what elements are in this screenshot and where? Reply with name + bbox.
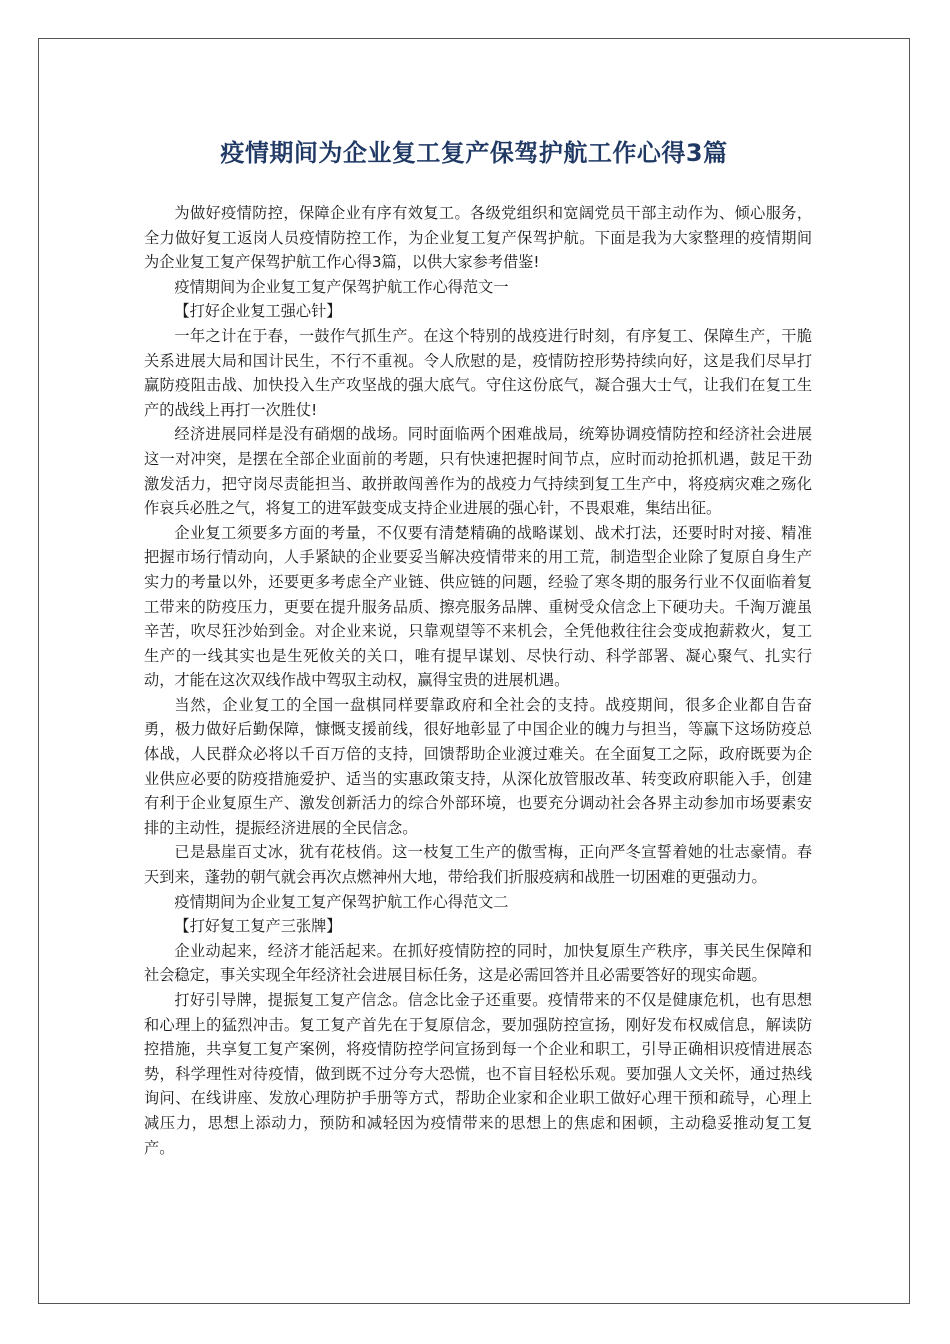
body-paragraph: 企业动起来，经济才能活起来。在抓好疫情防控的同时，加快复原生产秩序，事关民生保障和社会稳定，事关实现全年经济社会进展目标任务，这是必需回答并且必需要答好的现实命题。 [144,941,812,985]
body-paragraph: 打好引导牌，提振复工复产信念。信念比金子还重要。疫情带来的不仅是健康危机，也有思想和心理上的猛烈冲击。复工复产首先在于复原信念，要加强防控宣扬，刚好发布权威信息，解读防控措施，共享复工复产案例，将疫情防控学问宣扬到每一个企业和职工，引导正确相识疫情进展态势，科学理性对待疫情，做到既不过分夸大恐慌，也不盲目轻松乐观。要加强人文关怀，通过热线询问、在线讲座、发放心理防护手册等方式，帮助企业家和企业职工做好心理干预和疏导，心理上减压力，思想上添动力，预防和减轻因为疫情带来的思想上的焦虑和困顿，主动稳妥推动复工复产。 [144,991,812,1157]
document-body [144,201,812,1160]
body-paragraph: 已是悬崖百丈冰，犹有花枝俏。这一枝复工生产的傲雪梅，正向严冬宣誓着她的壮志豪情。春天到来，蓬勃的朝气就会再次点燃神州大地，带给我们折服疫病和战胜一切困难的更强动力。 [144,843,812,887]
subheading-1: 【打好企业复工强心针】 [174,302,342,321]
intro-paragraph: 为做好疫情防控，保障企业有序有效复工。各级党组织和宽阔党员干部主动作为、倾心服务，全力做好复工返岗人员疫情防控工作，为企业复工复产保驾护航。下面是我为大家整理的疫情期间为企业复工复产保驾护航工作心得3篇，以供大家参考借鉴! [144,204,812,272]
subheading-2: 【打好复工复产三张牌】 [174,917,342,936]
section-heading-2: 疫情期间为企业复工复产保驾护航工作心得范文二 [174,892,509,911]
body-paragraph: 一年之计在于春，一鼓作气抓生产。在这个特别的战疫进行时刻，有序复工、保障生产，干脆关系进展大局和国计民生，不行不重视。令人欣慰的是，疫情防控形势持续向好，这是我们尽早打赢防疫阻击战、加快投入生产攻坚战的强大底气。守住这份底气，凝合强大士气，让我们在复工生产的战线上再打一次胜仗! [144,326,812,419]
body-paragraph: 企业复工须要多方面的考量，不仅要有清楚精确的战略谋划、战术打法，还要时时对接、精准把握市场行情动向，人手紧缺的企业要妥当解决疫情带来的用工荒，制造型企业除了复原自身生产实力的考量以外，还要更多考虑全产业链、供应链的问题，经验了寒冬期的服务行业不仅面临着复工带来的防疫压力，更要在提升服务品质、擦亮服务品牌、重树受众信念上下硬功夫。千淘万漉虽辛苦，吹尽狂沙始到金。对企业来说，只靠观望等不来机会，全凭他救往往会变成抱薪救火，复工生产的一线其实也是生死攸关的关口，唯有提早谋划、尽快行动、科学部署、凝心聚气、扎实行动，才能在这次双线作战中驾驭主动权，赢得宝贵的进展机遇。 [144,523,812,690]
body-paragraph: 当然，企业复工的全国一盘棋同样要靠政府和全社会的支持。战疫期间，很多企业都自告奋勇，极力做好后勤保障，慷慨支援前线，很好地彰显了中国企业的魄力与担当，等赢下这场防疫总体战，人民群众必将以千百万倍的支持，回馈帮助企业渡过难关。在全面复工之际，政府既要为企业供应必要的防疫措施爱护、适当的实惠政策支持，从深化放管服改革、转变政府职能入手，创建有利于企业复原生产、激发创新活力的综合外部环境，也要充分调动社会各界主动参加市场要素安排的主动性，提振经济进展的全民信念。 [144,695,812,837]
document-title: 疫情期间为企业复工复产保驾护航工作心得3篇 [220,139,728,167]
section-heading-1: 疫情期间为企业复工复产保驾护航工作心得范文一 [174,277,509,296]
body-paragraph: 经济进展同样是没有硝烟的战场。同时面临两个困难战局，统筹协调疫情防控和经济社会进展这一对冲突，是摆在全部企业面前的考题，只有快速把握时间节点，应时而动抢抓机遇，鼓足干劲激发活力，把守岗尽责能担当、敢拼敢闯善作为的战疫力气持续到复工生产中，将疫病灾难之殇化作哀兵必胜之气，将复工的进军鼓变成支持企业进展的强心针，不畏艰难，集结出征。 [144,425,812,518]
